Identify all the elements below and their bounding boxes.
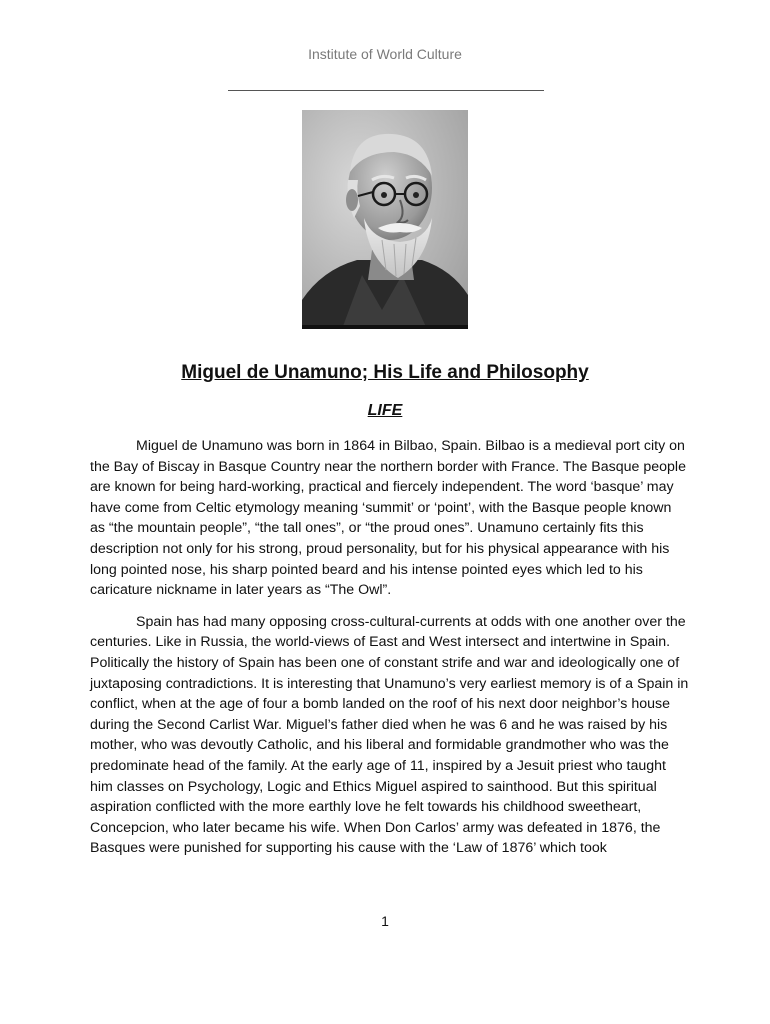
header-divider [228, 90, 544, 91]
section-heading: LIFE [367, 402, 403, 419]
body-paragraph: Miguel de Unamuno was born in 1864 in Bilbao, Spain. Bilbao is a medieval port city on the Bay of Biscay in Basque Country near the northern border with France. The Basque people are known for being hard-working, practical and fiercely independent. The word ‘basque’ may have come from Celtic etymology meaning ‘summit’ or ‘point’, with the Basque people known as “the mountain people”, “the tall ones”, or “the proud ones”. Unamuno certainly fits this description not only for his strong, proud personality, but for his physical appearance with his long pointed nose, his sharp pointed beard and his intense pointed eyes which led to his caricature nickname in later years as “The Owl”. [90, 438, 686, 599]
document-title: Miguel de Unamuno; His Life and Philosophy [181, 362, 589, 383]
body-paragraph: Spain has had many opposing cross-cultural-currents at odds with one another over the centuries. Like in Russia, the world-views of East and West intersect and intertwine in Spain. Politically the history of Spain has been one of constant strife and war and ideologically one of juxtaposing contradictions. It is interesting that Unamuno’s very earliest memory is of a Spain in conflict, when at the age of four a bomb landed on the roof of his next door neighbor’s house during the Second Carlist War. Miguel’s father died when he was 6 and he was raised by his mother, who was devoutly Catholic, and his liberal and formidable grandmother who was the predominate head of the family. At the early age of 11, inspired by a Jesuit priest who taught him classes on Psychology, Logic and Ethics Miguel aspired to sainthood. But this spiritual aspiration conflicted with the more earthly love he felt towards his childhood sweetheart, Concepcion, who later became his wife. When Don Carlos’ army was defeated in 1876, the Basques were punished for supporting his cause with the ‘Law of 1876’ which took [90, 613, 689, 857]
header-institution: Institute of World Culture [308, 46, 462, 62]
portrait-image-svg [302, 110, 468, 329]
document-body [90, 436, 690, 870]
page-number: 1 [381, 913, 389, 929]
portrait-image [302, 110, 468, 329]
